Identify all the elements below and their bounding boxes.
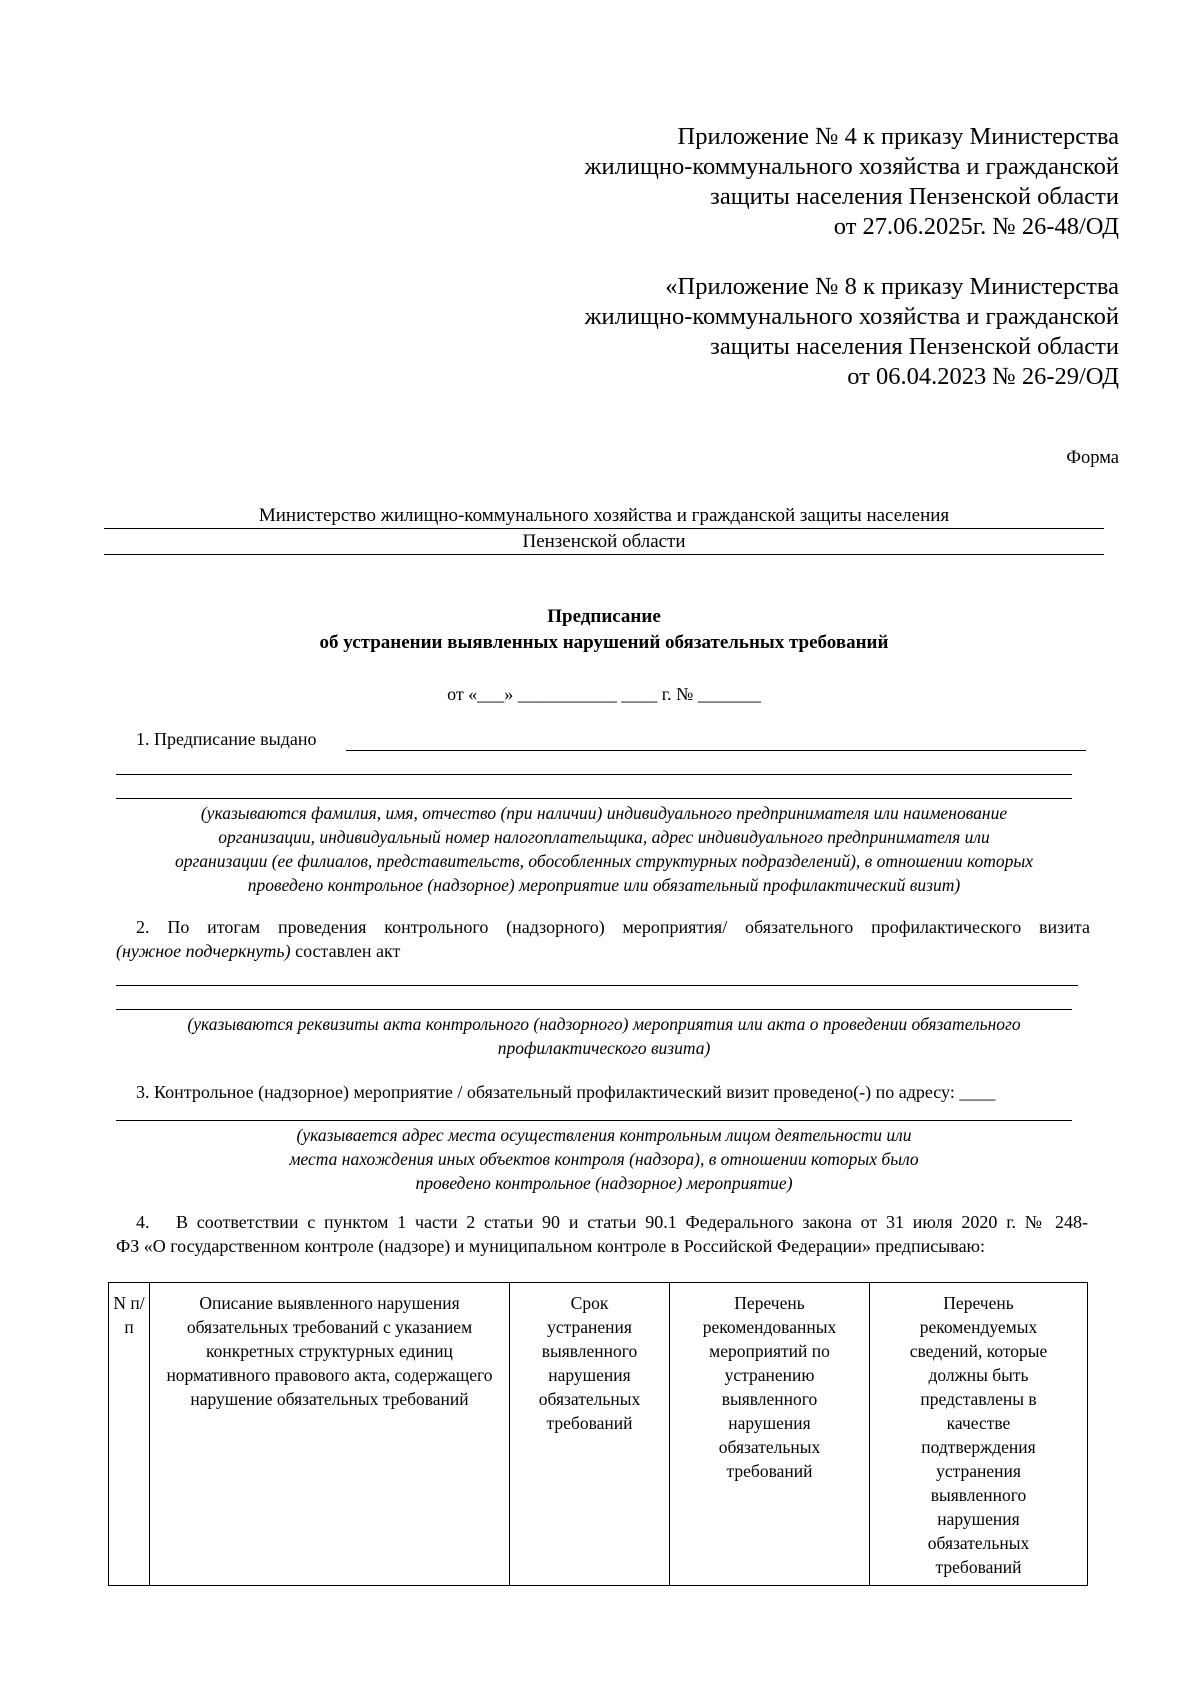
section-1-note-line-1: (указываются фамилия, имя, отчество (при наличии) индивидуального предпринимателя или наименование: [200, 803, 1008, 823]
organization-line-2: Пензенской области: [522, 531, 686, 552]
section-3-note-line-2: места нахождения иных объектов контроля (надзора), в отношении которых было: [289, 1149, 919, 1169]
section-1-blank-2: [116, 774, 1072, 775]
section-4-line-1: В соответствии с пунктом 1 части 2 статьи 90 и статьи 90.1 Федерального закона от 31 июля 2020 г. № 248-: [176, 1212, 1088, 1232]
table-header-evidence: Перечень рекомендуемых сведений, которые должны быть представлены в качестве подтверждения устранения выявленного нарушения обязательных требований: [870, 1283, 1088, 1586]
date-number-line: от «___» ___________ ____ г. № _______: [447, 684, 761, 704]
form-label: Форма: [1066, 448, 1119, 468]
document-title: Предписание: [547, 606, 661, 627]
section-2-rest: составлен акт: [290, 941, 401, 961]
appendix-4-line-1: Приложение № 4 к приказу Министерства: [677, 123, 1119, 150]
section-3-blank: [116, 1120, 1072, 1121]
organization-underline-2: [104, 554, 1104, 555]
section-2-note: [104, 1012, 1104, 1060]
appendix-8-line-3: защиты населения Пензенской области: [710, 333, 1119, 360]
section-2-note-line-1: (указываются реквизиты акта контрольного (надзорного) мероприятия или акта о проведении обязательного: [187, 1014, 1021, 1034]
section-1-blank-3: [116, 798, 1072, 799]
section-3-note-line-1: (указывается адрес места осуществления контрольным лицом деятельности или: [296, 1125, 912, 1145]
appendix-8-line-2: жилищно-коммунального хозяйства и гражданской: [584, 303, 1119, 330]
appendix-8-line-1: «Приложение № 8 к приказу Министерства: [665, 273, 1119, 300]
section-3-note: [104, 1123, 1104, 1195]
section-1-note: [104, 801, 1104, 897]
section-4-number: 4.: [136, 1212, 150, 1232]
section-3-note-line-3: проведено контрольное (надзорное) мероприятие): [415, 1173, 793, 1193]
appendix-4-line-3: защиты населения Пензенской области: [710, 183, 1119, 210]
section-1-note-line-3: организации (ее филиалов, представительств, обособленных структурных подразделений), в отношении которых: [174, 851, 1034, 871]
document-subtitle: об устранении выявленных нарушений обязательных требований: [319, 632, 889, 653]
appendix-8-line-4: от 06.04.2023 № 26-29/ОД: [847, 363, 1119, 390]
organization-underline-1: [104, 528, 1104, 529]
requirements-table: [108, 1282, 1088, 1586]
appendix-8-header: [585, 272, 1119, 392]
table-header-row: [109, 1283, 1088, 1586]
section-2-italic-hint: (нужное подчеркнуть): [116, 941, 291, 961]
appendix-4-header: [585, 122, 1119, 242]
section-1-label: 1. Предписание выдано: [136, 729, 317, 749]
section-1-note-line-4: проведено контрольное (надзорное) мероприятие или обязательный профилактический визит): [247, 875, 961, 895]
appendix-4-line-2: жилищно-коммунального хозяйства и гражданской: [584, 153, 1119, 180]
table-header-measures: Перечень рекомендованных мероприятий по устранению выявленного нарушения обязательных требований: [670, 1283, 870, 1586]
section-1-note-line-2: организации, индивидуальный номер налогоплательщика, адрес индивидуального предпринимателя или: [218, 827, 990, 847]
section-2-line-2: [116, 939, 400, 963]
section-2-blank-1: [116, 985, 1078, 986]
table-header-number: N п/п: [109, 1283, 150, 1586]
table-header-description: Описание выявленного нарушения обязательных требований с указанием конкретных структурных единиц нормативного правового акта, содержащего нарушение обязательных требований: [150, 1283, 510, 1586]
appendix-4-line-4: от 27.06.2025г. № 26-48/ОД: [833, 213, 1119, 240]
table-header-deadline: Срок устранения выявленного нарушения обязательных требований: [510, 1283, 670, 1586]
section-2-blank-2: [116, 1009, 1072, 1010]
section-2-line-1: 2. По итогам проведения контрольного (надзорного) мероприятия/ обязательного профилактического визита: [136, 917, 1090, 937]
section-1-blank-1: [346, 750, 1086, 751]
section-4-line-2: ФЗ «О государственном контроле (надзоре) и муниципальном контроле в Российской Федерации» предписываю:: [116, 1236, 986, 1256]
section-3-text: 3. Контрольное (надзорное) мероприятие / обязательный профилактический визит проведено(-) по адресу: ____: [136, 1082, 996, 1102]
organization-line-1: Министерство жилищно-коммунального хозяйства и гражданской защиты населения: [258, 505, 950, 526]
section-2-note-line-2: профилактического визита): [497, 1038, 711, 1058]
